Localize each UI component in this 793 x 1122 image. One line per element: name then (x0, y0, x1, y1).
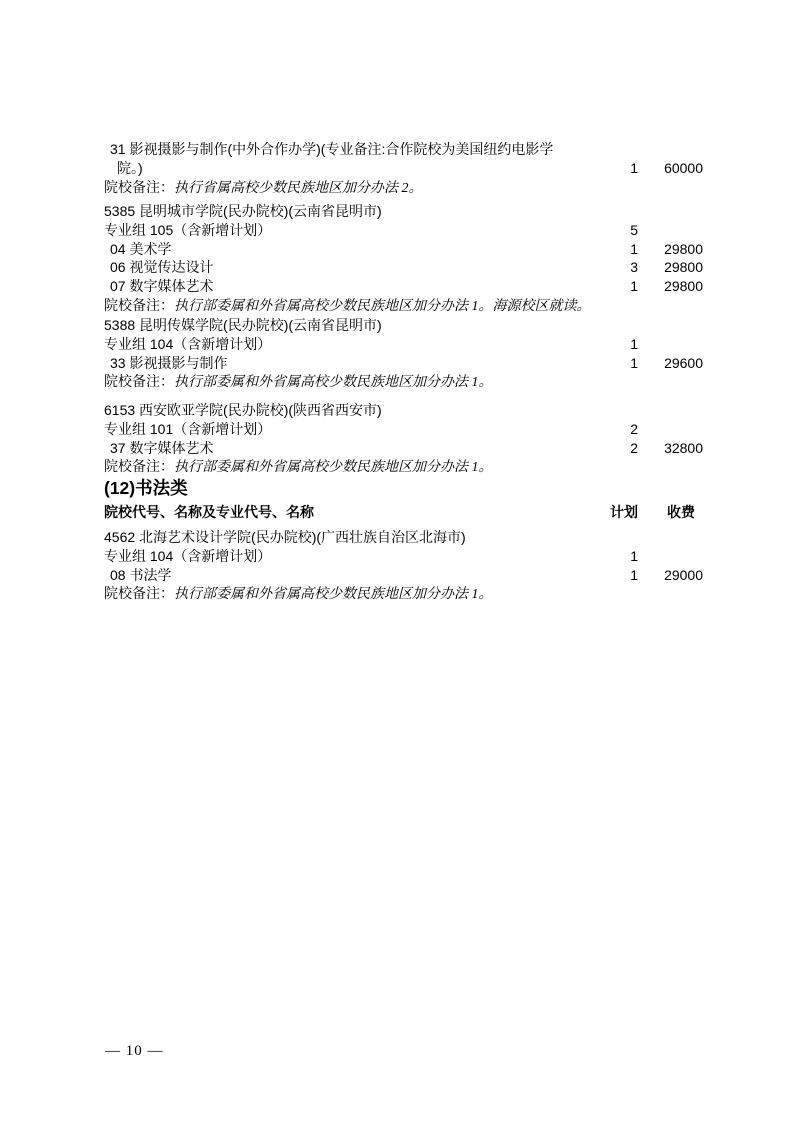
column-header-fee: 收费 (667, 504, 695, 520)
remark-label: 院校备注： (104, 373, 174, 390)
remark-label: 院校备注： (104, 458, 174, 475)
group-label: 专业组 104（含新增计划） (104, 547, 272, 564)
major-row (104, 258, 703, 277)
major-name: 04 美术学 (110, 240, 172, 257)
major-name: 37 数字媒体艺术 (110, 439, 214, 456)
block (104, 202, 703, 317)
remark-row (104, 457, 703, 478)
fee-value: 60000 (664, 159, 703, 176)
plan-value: 2 (630, 439, 638, 456)
plan-value: 1 (630, 566, 638, 583)
plan-value: 1 (630, 278, 638, 295)
major-name: 07 数字媒体艺术 (110, 278, 214, 295)
block (104, 316, 703, 393)
fee-value: 32800 (664, 439, 703, 456)
remark-label: 院校备注： (104, 178, 174, 195)
plan-value: 2 (630, 420, 638, 437)
institution-line: 4562 北海艺术设计学院(民办院校)(广西壮族自治区北海市) (104, 529, 466, 545)
column-header-row (104, 503, 703, 522)
remark-text: 执行部委属和外省属高校少数民族地区加分办法 1。 (174, 587, 493, 603)
plan-value: 1 (630, 159, 638, 176)
remark-text: 执行省属高校少数民族地区加分办法 2。 (174, 180, 423, 196)
remark-label: 院校备注： (104, 296, 174, 313)
group-label: 专业组 104（含新增计划） (104, 335, 272, 352)
major-name: 06 视觉传达设计 (110, 259, 214, 276)
major-row (104, 277, 703, 296)
remark-text: 执行部委属和外省属高校少数民族地区加分办法 1。海源校区就读。 (174, 298, 591, 314)
fee-value: 29600 (664, 354, 703, 371)
page-number: — 10 — (105, 1043, 164, 1059)
block (104, 477, 703, 500)
remark-text: 执行部委属和外省属高校少数民族地区加分办法 1。 (174, 375, 493, 391)
block (104, 140, 703, 198)
institution-line: 5385 昆明城市学院(民办院校)(云南省昆明市) (104, 203, 382, 219)
remark-row (104, 372, 703, 393)
major-name: 33 影视摄影与制作 (110, 354, 228, 371)
group-label: 专业组 101（含新增计划） (104, 420, 272, 437)
group-label: 专业组 105（含新增计划） (104, 221, 272, 238)
remark-text: 执行部委属和外省属高校少数民族地区加分办法 1。 (174, 460, 493, 476)
column-header-name: 院校代号、名称及专业代号、名称 (104, 504, 314, 520)
plan-value: 1 (630, 240, 638, 257)
major-row (104, 354, 703, 373)
group-row (104, 335, 703, 354)
major-row (104, 439, 703, 458)
block (104, 528, 703, 605)
fee-value: 29800 (664, 240, 703, 257)
remark-label: 院校备注： (104, 585, 174, 602)
fee-value: 29800 (664, 278, 703, 295)
plan-value: 3 (630, 259, 638, 276)
column-header-plan: 计划 (610, 504, 638, 520)
block (104, 401, 703, 478)
group-row (104, 547, 703, 566)
major-row (104, 140, 703, 178)
major-row (104, 566, 703, 585)
major-row (104, 240, 703, 259)
plan-value: 1 (630, 354, 638, 371)
plan-value: 5 (630, 221, 638, 238)
fee-value: 29000 (664, 566, 703, 583)
fee-value: 29800 (664, 259, 703, 276)
institution-line: 6153 西安欧亚学院(民办院校)(陕西省西安市) (104, 402, 382, 418)
institution-line: 5388 昆明传媒学院(民办院校)(云南省昆明市) (104, 317, 382, 333)
plan-value: 1 (630, 335, 638, 352)
section-heading: (12)书法类 (104, 478, 188, 498)
remark-row (104, 296, 703, 317)
remark-row (104, 178, 703, 199)
block (104, 503, 703, 522)
plan-value: 1 (630, 547, 638, 564)
group-row (104, 221, 703, 240)
group-row (104, 420, 703, 439)
remark-row (104, 584, 703, 605)
major-name: 08 书法学 (110, 566, 172, 583)
major-name: 31 影视摄影与制作(中外合作办学)(专业备注:合作院校为美国纽约电影学 院。) (110, 141, 554, 176)
